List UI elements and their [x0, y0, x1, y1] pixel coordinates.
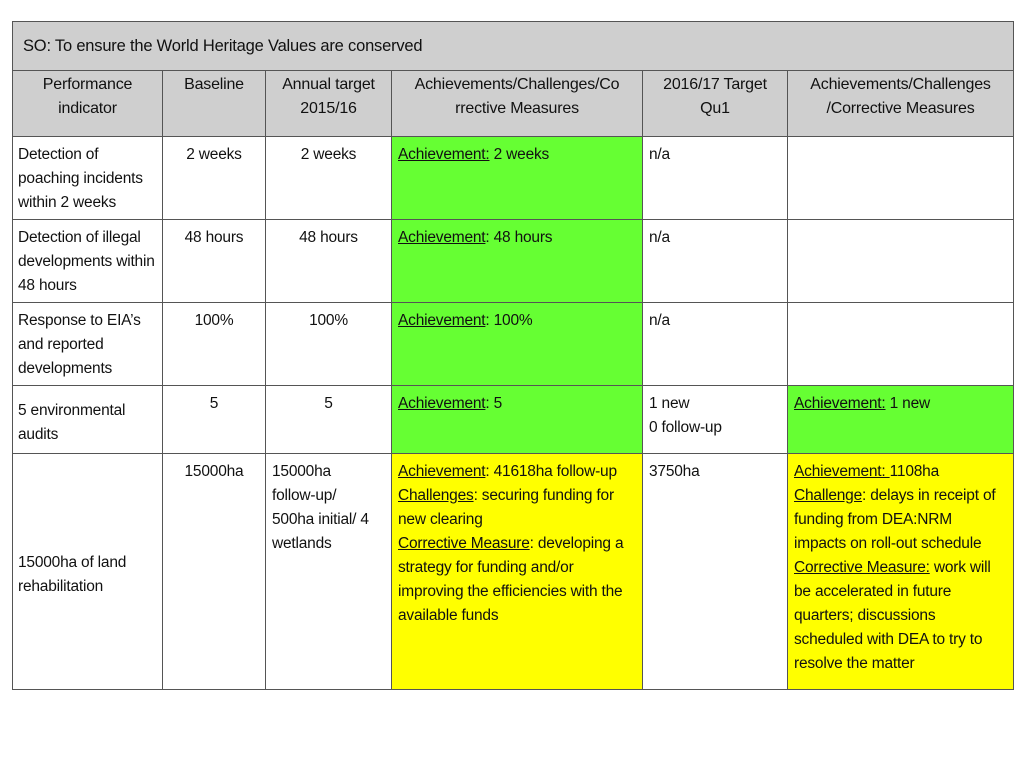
achievement-label: Achievement: [398, 312, 486, 329]
achievement-value: : 41618ha follow-up: [485, 463, 617, 480]
corrective-entry: [794, 559, 991, 672]
table-header-row: [13, 71, 1014, 137]
header-annual-target: Annual target 2015/16: [266, 71, 392, 137]
annual-target-line: follow-up/: [272, 487, 337, 504]
table-row: [13, 386, 1014, 454]
achievement-label: Achievement: [398, 229, 486, 246]
achievement-cell: [392, 220, 643, 303]
table-title-row: [13, 22, 1014, 71]
target-follow-up: 0 follow-up: [649, 419, 722, 436]
achievement-entry: [398, 463, 617, 480]
indicator-cell: Detection of illegal developments within 48 hours: [13, 220, 163, 303]
table-row: [13, 303, 1014, 386]
corrective-value: work will be accelerated in future quarters; discussions scheduled with DEA to try to resolve the matter: [794, 559, 991, 672]
achievement-2016-cell: [788, 137, 1014, 220]
table-title: SO: To ensure the World Heritage Values are conserved: [13, 22, 1014, 71]
achievement-value: 2 weeks: [489, 146, 550, 163]
baseline-cell: 48 hours: [163, 220, 266, 303]
target-new: 1 new: [649, 395, 690, 412]
target-2016-cell: n/a: [643, 303, 788, 386]
annual-target-cell: 2 weeks: [266, 137, 392, 220]
target-2016-cell: [643, 386, 788, 454]
header-achievements-2015: Achievements/Challenges/Co rrective Measures: [392, 71, 643, 137]
annual-target-line: wetlands: [272, 535, 332, 552]
challenge-label: Challenge: [794, 487, 863, 504]
table-row: [13, 454, 1014, 690]
corrective-entry: [398, 535, 623, 624]
challenges-label: Challenges: [398, 487, 474, 504]
achievement-label: Achievement: [398, 463, 486, 480]
corrective-value: : developing a strategy for funding and/or improving the efficiencies with the available funds: [398, 535, 624, 624]
achievement-2016-cell: [788, 303, 1014, 386]
corrective-label: Corrective Measure: [398, 535, 530, 552]
achievement-2016-cell: [788, 454, 1014, 690]
achievement-value: 1 new: [885, 395, 930, 412]
annual-target-cell: 5: [266, 386, 392, 454]
baseline-cell: 15000ha: [163, 454, 266, 690]
indicator-cell: 15000ha of land rehabilitation: [13, 454, 163, 690]
challenge-entry: [794, 487, 995, 552]
achievement-value: : 100%: [485, 312, 533, 329]
challenges-entry: [398, 487, 614, 528]
achievement-label: Achievement:: [398, 146, 490, 163]
baseline-cell: 100%: [163, 303, 266, 386]
performance-table: [12, 21, 1014, 690]
achievement-2016-cell: [788, 220, 1014, 303]
indicator-cell: Response to EIA’s and reported developments: [13, 303, 163, 386]
achievement-value: : 48 hours: [485, 229, 553, 246]
table-row: [13, 220, 1014, 303]
achievement-2016-cell: [788, 386, 1014, 454]
achievement-value: 1108ha: [889, 463, 939, 480]
indicator-cell: 5 environmental audits: [13, 386, 163, 454]
achievement-cell: [392, 386, 643, 454]
baseline-cell: 5: [163, 386, 266, 454]
baseline-cell: 2 weeks: [163, 137, 266, 220]
achievement-cell: [392, 303, 643, 386]
target-2016-cell: 3750ha: [643, 454, 788, 690]
annual-target-line: 500ha initial/ 4: [272, 511, 369, 528]
header-baseline: Baseline: [163, 71, 266, 137]
header-performance-indicator: Performance indicator: [13, 71, 163, 137]
header-achievements-2016: Achievements/Challenges /Corrective Measures: [788, 71, 1014, 137]
corrective-label: Corrective Measure:: [794, 559, 930, 576]
challenge-value: : delays in receipt of funding from DEA:NRM impacts on roll-out schedule: [794, 487, 996, 552]
achievement-cell: [392, 137, 643, 220]
challenges-value: : securing funding for new clearing: [398, 487, 614, 528]
indicator-cell: Detection of poaching incidents within 2 weeks: [13, 137, 163, 220]
achievement-entry: [794, 463, 939, 480]
table-row: [13, 137, 1014, 220]
achievement-label: Achievement:: [794, 463, 890, 480]
annual-target-line: 15000ha: [272, 463, 331, 480]
annual-target-cell: [266, 454, 392, 690]
annual-target-cell: 48 hours: [266, 220, 392, 303]
annual-target-cell: 100%: [266, 303, 392, 386]
achievement-cell: [392, 454, 643, 690]
target-2016-cell: n/a: [643, 220, 788, 303]
target-2016-cell: n/a: [643, 137, 788, 220]
header-target-2016-17: 2016/17 Target Qu1: [643, 71, 788, 137]
achievement-label: Achievement: [398, 395, 486, 412]
achievement-value: : 5: [485, 395, 503, 412]
achievement-label: Achievement:: [794, 395, 886, 412]
